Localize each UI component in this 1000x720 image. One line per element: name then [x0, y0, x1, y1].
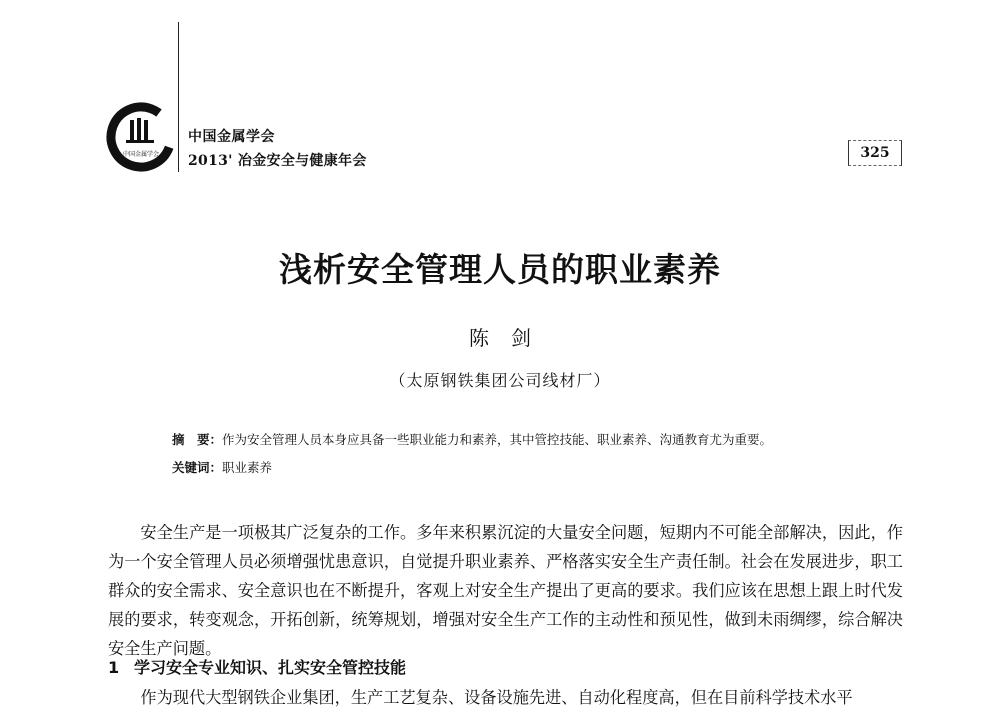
- intro-paragraph: 安全生产是一项极其广泛复杂的工作。多年来积累沉淀的大量安全问题，短期内不可能全部解决，因此，作为一个安全管理人员必须增强忧患意识，自觉提升职业素养、严格落实安全生产责任制。社会在发展进步，职工群众的安全需求、安全意识也在不断提升，客观上对安全生产提出了更高的要求。我们应该在思想上跟上时代发展的要求，转变观念，开拓创新，统筹规划，增强对安全生产工作的主动性和预见性，做到未雨绸缪，综合解决安全生产问题。: [108, 523, 903, 658]
- abstract-label: 摘 要：: [172, 432, 223, 447]
- article-title: 浅析安全管理人员的职业素养: [279, 250, 721, 289]
- header-divider: [178, 22, 179, 172]
- keywords-text: 职业素养: [222, 460, 273, 475]
- section-number: 1: [108, 658, 120, 677]
- keywords-label: 关键词：: [172, 460, 223, 475]
- abstract: [172, 430, 772, 448]
- section-body: [108, 683, 903, 712]
- intro-section: [108, 518, 903, 663]
- svg-text:中国金属学会: 中国金属学会: [122, 151, 160, 158]
- author-name: 陈剑: [469, 326, 553, 350]
- author-affiliation: （太原钢铁集团公司线材厂）: [389, 371, 611, 390]
- conference-name: 2013' 冶金安全与健康年会: [188, 153, 367, 169]
- organization-name: 中国金属学会: [188, 129, 275, 145]
- abstract-text: 作为安全管理人员本身应具备一些职业能力和素养，其中管控技能、职业素养、沟通教育尤为重要。: [222, 432, 773, 447]
- page-number: 325: [848, 140, 902, 166]
- section-title: 学习安全专业知识、扎实安全管控技能: [134, 658, 407, 677]
- csm-logo-icon: [104, 100, 178, 174]
- section-paragraph: 作为现代大型钢铁企业集团，生产工艺复杂、设备设施先进、自动化程度高，但在目前科学技术水平: [140, 688, 853, 707]
- section-heading: [108, 655, 406, 678]
- keywords: [172, 458, 272, 476]
